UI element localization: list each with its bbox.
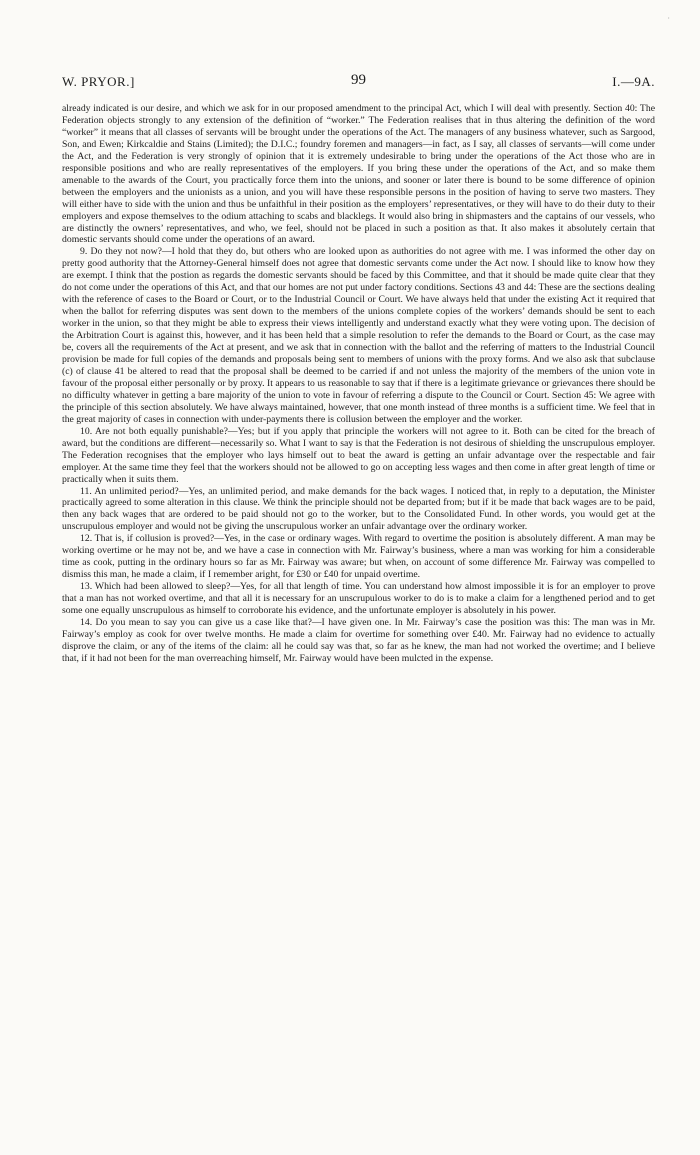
page-header [62,72,655,94]
body-text [62,103,655,665]
page-speck: · [667,14,670,23]
paragraph-question-11: 11. An unlimited period?—Yes, an unlimited period, and make demands for the back wages. I noticed that, in reply to a deputation, the Minister practically agreed to some alteration in this clause. We think the principle should not be departed from; but if it be made that back wages are to be paid, then any back wages that are ordered to be paid should not go to the worker, but to the Consolidated Fund. In other words, you would get at the unscrupulous employer and would not be giving the unscrupulous worker an unfair advantage over the ordinary worker. [62,485,655,533]
header-paper-reference: I.—9A. [612,74,655,89]
paragraph-question-9: 9. Do they not now?—I hold that they do, but others who are looked upon as authorities do not agree with me. I was informed the other day on pretty good authority that the Attorney-General himself does not agree that domestic servants come under the Act now. I should like to know how they are exempt. I think that the postion as regards the domestic servants should be faced by this Committee, and that it should be made quite clear that they do not come under the operations of this Act, and that our homes are not put under factory conditions. Sections 43 and 44: These are the sections dealing with the reference of cases to the Board or Court, or to the Industrial Council or Court. We have always held that under the existing Act it required that when the ballot for referring disputes was sent down to the members of the unions complete copies of the workers’ demands should be sent to each worker in the union, so that they might be able to express their views intelligently and understand exactly what they were voting upon. The decision of the Arbitration Court is against this, however, and it has been held that a simple resolution to refer the demands to the Board or Court, as the case may be, covers all the requirements of the Act at present, and we ask that in connection with the ballot and the referring of matters to the Industrial Council provision be made for full copies of the demands and proposals being sent to members of unions with the proxy forms. And we also ask that subclause (c) of clause 41 be altered to read that the proposal shall be deemed to be carried if and not unless the majority of the members of the union vote in favour of the proposal either personally or by proxy. It appears to us reasonable to say that if there is a legitimate grievance or grievances there should be no difficulty whatever in getting a bare majority of the union to vote in favour of referring a dispute to the Council or Court. Section 45: We agree with the principle of this section absolutely. We have always maintained, however, that one month instead of three months is a sufficient time. We feel that in the great majority of cases in connection with under-payments there is collusion between the employer and the worker. [62,246,655,425]
page-number: 99 [351,72,366,88]
paragraph-question-14: 14. Do you mean to say you can give us a case like that?—I have given one. In Mr. Fairway’s case the position was this: The man was in Mr. Fairway’s employ as cook for over twelve months. He made a claim for overtime for something over £40. Mr. Fairway had no evidence to actually disprove the claim, or any of the items of the claim: all he could say was that, so far as he knew, the man had not worked the overtime; and I believe that, if it had not been for the man overreaching himself, Mr. Fairway would have been mulcted in the expense. [62,616,655,664]
header-witness-name: W. PRYOR.] [62,74,135,89]
paragraph-question-12: 12. That is, if collusion is proved?—Yes, in the case or ordinary wages. With regard to overtime the position is absolutely different. A man may be working overtime or he may not be, and we have a case in connection with Mr. Fairway’s business, where a man was working for him a considerable time as cook, putting in the ordinary hours so far as Mr. Fairway was aware; but when, on account of some difference Mr. Fairway was compelled to dismiss this man, he made a claim, if I remember aright, for £30 or £40 for unpaid overtime. [62,533,655,581]
paragraph-question-13: 13. Which had been allowed to sleep?—Yes, for all that length of time. You can understand how almost impossible it is for an employer to prove that a man has not worked overtime, and that all it is necessary for an unscrupulous worker to do is to make a claim for a lengthened period and to get some one equally unscrupulous as himself to corroborate his evidence, and the unfortunate employer is absolutely in his power. [62,581,655,617]
paragraph-continuation: already indicated is our desire, and which we ask for in our proposed amendment to the principal Act, which I will deal with presently. Section 40: The Federation objects strongly to any extension of the definition of “worker.” The Federation realises that in thus altering the definition of the word “worker” it means that all classes of servants will be brought under the operations of the Act. The managers of any business whatever, such as Sargood, Son, and Ewen; Kirkcaldie and Stains (Limited); the D.I.C.; foundry foremen and managers—in fact, as I say, all classes of servants—will come under the Act, and the Federation is very strongly of opinion that it is extremely undesirable to bring under the operations of the Act those who are in responsible positions and who are really representatives of the employers. If you bring these under the operations of the Act, and so make them amenable to the awards of the Court, you practically force them into the unions, and sooner or later there is bound to be some difference of opinion between the employers and the unionists as a union, and you will have these responsible persons in the position of having to serve two masters. They will either have to side with the union and thus be unfaithful in their position as the employers’ representatives, or they will have to do their duty to their employers and expose themselves to the odium attaching to scabs and blacklegs. It would also bring in shipmasters and the captains of our vessels, who are distinctly the owners’ representatives, and who, we feel, should not be placed in such a position as that. It also makes it absolutely certain that domestic servants should come under the operations of an award. [62,103,655,246]
paragraph-question-10: 10. Are not both equally punishable?—Yes; but if you apply that principle the workers will not agree to it. Both can be cited for the breach of award, but the conditions are different—necessarily so. What I want to say is that the Federation is not desirous of shielding the unscrupulous employer. The Federation recognises that the employer who lays himself out to beat the award is getting an unfair advantage over the respectable and fair employer. At the same time they feel that the workers should not be allowed to go on accepting less wages and then come in after great length of time or practically when it suits them. [62,425,655,485]
